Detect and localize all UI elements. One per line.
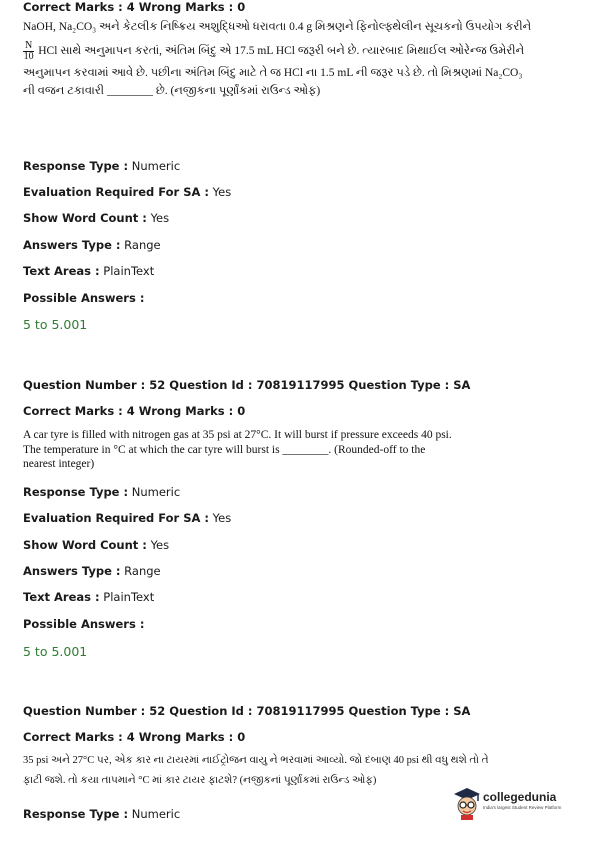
field-label: Show Word Count : (23, 538, 147, 552)
field-value: Range (124, 238, 161, 252)
response-type (23, 807, 180, 821)
field-value: Yes (150, 538, 170, 552)
field-value: Yes (212, 511, 232, 525)
question-header: Question Number : 52 Question Id : 70819117995 Question Type : SA (23, 378, 471, 392)
field-value: PlainText (103, 590, 155, 604)
answers-type (23, 238, 161, 252)
collegedunia-logo (452, 786, 572, 820)
marks-line: Correct Marks : 4 Wrong Marks : 0 (23, 404, 246, 418)
field-label: Show Word Count : (23, 211, 147, 225)
logo-name: collegedunia (483, 790, 557, 804)
answers-type (23, 564, 161, 578)
field-label: Response Type : (23, 485, 129, 499)
field-label: Text Areas : (23, 590, 100, 604)
field-value: Range (124, 564, 161, 578)
logo-tagline: India's largest Student Review Platform (483, 805, 562, 810)
field-label: Response Type : (23, 159, 129, 173)
field-value: Yes (212, 185, 232, 199)
question-text (23, 754, 489, 788)
show-word-count (23, 211, 169, 225)
fraction (23, 41, 34, 62)
possible-answer: 5 to 5.001 (23, 644, 88, 659)
fraction-numerator: N (25, 39, 33, 51)
question-line: 35 psi અને 27°C પર, એક કાર ના ટાયરમાં નાઈટ્રોજન વાયુ ને ભરવામાં આવ્યો. જો દબાણ 40 psi થી વધુ થશે તો તે (23, 755, 489, 766)
question-line: nearest integer) (23, 458, 95, 470)
evaluation-required (23, 511, 231, 525)
response-type (23, 159, 180, 173)
question-line: ફાટી જશે. તો કયા તાપમાને °C માં કાર ટાયર ફાટશે? (નજીકનાં પૂર્ણાંકમાં રાઉન્ડ ઓફ) (23, 774, 377, 786)
question-line: A car tyre is filled with nitrogen gas at 35 psi at 27°C. It will burst if pressure exceeds 40 psi. (23, 429, 452, 441)
marks-line: Correct Marks : 4 Wrong Marks : 0 (23, 730, 246, 744)
question-line (23, 41, 573, 62)
question-line: NaOH, Na₂CO₃ અને કેટલીક નિષ્ક્રિય અશુદ્ધિઓ ધરાવતા 0.4 g મિશ્રણને ફિનોલ્ફ્થેલીન સૂચકનો ઉપયોગ કરીને (23, 21, 532, 33)
question-line: અનુમાપન કરવામાં આવે છે. પછીના અંતિમ બિંદુ માટે તે જ HCl ના 1.5 mL ની જરૂર પડે છે. તો મિશ્રણમાં Na₂CO₃ (23, 66, 523, 79)
question-line: The temperature in °C at which the car tyre will burst is ________. (Rounded-off to the (23, 443, 426, 456)
field-value: Numeric (131, 159, 181, 173)
field-value: Numeric (131, 485, 181, 499)
question-line: ની વજન ટકાવારી ________ છે. (નજીકના પૂર્ણાંકમાં રાઉન્ડ ઓફ) (23, 85, 321, 97)
field-label: Answers Type : (23, 564, 121, 578)
possible-answers-label: Possible Answers : (23, 617, 145, 631)
question-text (23, 20, 573, 99)
field-label: Text Areas : (23, 264, 100, 278)
evaluation-required (23, 185, 231, 199)
marks-line: Correct Marks : 4 Wrong Marks : 0 (23, 0, 246, 14)
question-header: Question Number : 52 Question Id : 70819117995 Question Type : SA (23, 704, 471, 718)
response-type (23, 485, 180, 499)
show-word-count (23, 538, 169, 552)
field-label: Response Type : (23, 807, 129, 821)
field-value: Numeric (131, 807, 181, 821)
question-line-text: HCl સાથે અનુમાપન કરતાં, અંતિમ બિંદુ એ 17.5 mL HCl જરૂરી બને છે. ત્યારબાદ મિથાઈલ ઓરેન્જ ઉમેરીને (38, 44, 525, 57)
text-areas (23, 264, 154, 278)
possible-answer: 5 to 5.001 (23, 317, 88, 332)
field-value: PlainText (103, 264, 155, 278)
field-label: Evaluation Required For SA : (23, 185, 210, 199)
possible-answers-label: Possible Answers : (23, 291, 145, 305)
field-label: Evaluation Required For SA : (23, 511, 210, 525)
graduate-mascot-icon (452, 786, 482, 820)
text-areas (23, 590, 154, 604)
fraction-denominator: 10 (23, 50, 34, 62)
question-text (23, 428, 573, 472)
field-label: Answers Type : (23, 238, 121, 252)
field-value: Yes (150, 211, 170, 225)
